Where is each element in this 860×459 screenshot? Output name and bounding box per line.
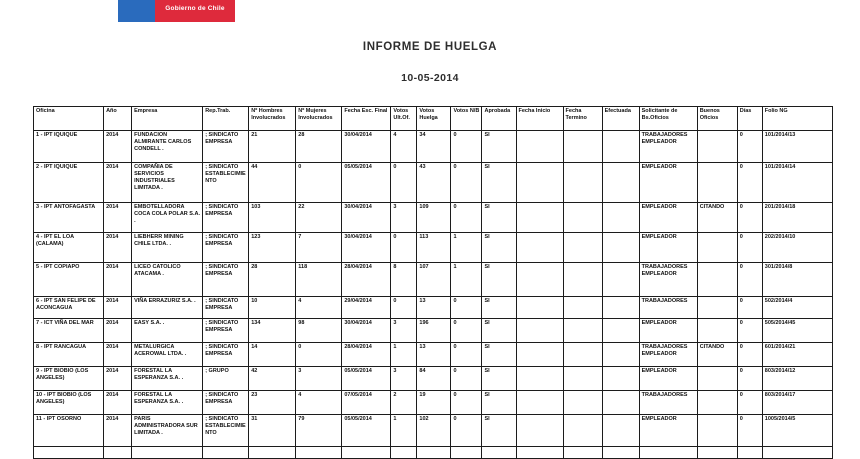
- column-header-5: Nº Mujeres Involucrados: [296, 107, 342, 131]
- table-row: [34, 367, 833, 391]
- table-cell: [602, 319, 639, 343]
- table-cell: EMPLEADOR: [639, 319, 697, 343]
- table-cell: 2014: [104, 203, 132, 233]
- table-cell: 7: [296, 233, 342, 263]
- table-cell: 1: [451, 263, 482, 297]
- logo-flag-red-block: [155, 0, 235, 22]
- column-header-2: Empresa: [132, 107, 203, 131]
- table-cell: 98: [296, 319, 342, 343]
- table-cell: EMBOTELLADORA COCA COLA POLAR S.A. .: [132, 203, 203, 233]
- table-cell: SI: [482, 391, 516, 415]
- table-cell: 31: [249, 415, 296, 447]
- table-cell: 4: [391, 131, 417, 163]
- column-header-0: Oficina: [34, 107, 104, 131]
- table-cell: 22: [296, 203, 342, 233]
- table-cell: [762, 447, 832, 459]
- table-cell: 101/2014/14: [762, 163, 832, 203]
- table-cell: [563, 131, 602, 163]
- table-cell: EASY S.A. .: [132, 319, 203, 343]
- table-cell: [697, 367, 737, 391]
- table-cell: 0: [451, 343, 482, 367]
- table-cell: 1: [391, 415, 417, 447]
- table-cell: 42: [249, 367, 296, 391]
- table-cell: [602, 163, 639, 203]
- logo-flag-blue-block: [118, 0, 155, 22]
- table-cell: [602, 203, 639, 233]
- table-row: [34, 131, 833, 163]
- table-cell: 2014: [104, 263, 132, 297]
- table-cell: 0: [296, 343, 342, 367]
- table-cell: VIÑA ERRAZURIZ S.A. .: [132, 297, 203, 319]
- table-cell: LICEO CATOLICO ATACAMA .: [132, 263, 203, 297]
- table-cell: 30/04/2014: [342, 131, 391, 163]
- table-cell: ; SINDICATO EMPRESA: [203, 203, 249, 233]
- table-cell: 803/2014/17: [762, 391, 832, 415]
- table-cell: 2 - IPT IQUIQUE: [34, 163, 104, 203]
- gobierno-de-chile-logo: [118, 0, 235, 22]
- table-cell: [296, 447, 342, 459]
- table-cell: SI: [482, 297, 516, 319]
- column-header-6: Fecha Esc. Final: [342, 107, 391, 131]
- table-cell: TRABAJADORES: [639, 391, 697, 415]
- table-cell: [602, 297, 639, 319]
- table-cell: 2014: [104, 297, 132, 319]
- table-cell: [563, 233, 602, 263]
- table-cell: 10: [249, 297, 296, 319]
- table-cell: METALURGICA ACEROWAL LTDA. .: [132, 343, 203, 367]
- table-cell: 7 - ICT VIÑA DEL MAR: [34, 319, 104, 343]
- table-row: [34, 163, 833, 203]
- table-cell: 14: [249, 343, 296, 367]
- table-cell: [602, 415, 639, 447]
- table-cell: EMPLEADOR: [639, 203, 697, 233]
- table-cell: SI: [482, 319, 516, 343]
- table-cell: SI: [482, 163, 516, 203]
- table-cell: SI: [482, 131, 516, 163]
- table-row: [34, 263, 833, 297]
- table-cell: CITANDO: [697, 203, 737, 233]
- table-cell: 29/04/2014: [342, 297, 391, 319]
- report-date: 10-05-2014: [401, 72, 459, 84]
- table-cell: [516, 297, 563, 319]
- table-cell: [602, 263, 639, 297]
- table-cell: 9 - IPT BIOBIO (LOS ANGELES): [34, 367, 104, 391]
- table-cell: 13: [417, 343, 451, 367]
- table-cell: 107: [417, 263, 451, 297]
- table-cell: [516, 163, 563, 203]
- table-cell: EMPLEADOR: [639, 233, 697, 263]
- table-cell: 2014: [104, 319, 132, 343]
- table-cell: [391, 447, 417, 459]
- column-header-10: Aprobada: [482, 107, 516, 131]
- table-cell: 28/04/2014: [342, 343, 391, 367]
- table-cell: 0: [737, 343, 762, 367]
- table-cell: SI: [482, 367, 516, 391]
- table-header-row: [34, 107, 833, 131]
- table-cell: TRABAJADORES: [639, 297, 697, 319]
- table-cell: 3 - IPT ANTOFAGASTA: [34, 203, 104, 233]
- table-cell: [516, 391, 563, 415]
- table-cell: FUNDACION ALMIRANTE CARLOS CONDELL .: [132, 131, 203, 163]
- table-cell: 301/2014/8: [762, 263, 832, 297]
- table-row: [34, 343, 833, 367]
- table-cell: 505/2014/45: [762, 319, 832, 343]
- column-header-1: Año: [104, 107, 132, 131]
- table-row: [34, 319, 833, 343]
- table-cell: 44: [249, 163, 296, 203]
- table-cell: 0: [451, 391, 482, 415]
- table-cell: 2014: [104, 415, 132, 447]
- table-cell: [451, 447, 482, 459]
- table-cell: 07/05/2014: [342, 391, 391, 415]
- table-cell: ; SINDICATO EMPRESA: [203, 233, 249, 263]
- table-cell: ; SINDICATO EMPRESA: [203, 297, 249, 319]
- table-cell: 601/2014/21: [762, 343, 832, 367]
- table-cell: 79: [296, 415, 342, 447]
- table-cell: 30/04/2014: [342, 203, 391, 233]
- table-cell: FORESTAL LA ESPERANZA S.A. .: [132, 391, 203, 415]
- table-cell: TRABAJADORES EMPLEADOR: [639, 131, 697, 163]
- table-cell: 134: [249, 319, 296, 343]
- table-cell: [563, 263, 602, 297]
- table-cell: SI: [482, 415, 516, 447]
- table-cell: [697, 319, 737, 343]
- strike-report-table: [33, 106, 833, 459]
- table-cell: [342, 447, 391, 459]
- table-cell: 0: [451, 131, 482, 163]
- table-cell: [516, 447, 563, 459]
- table-cell: ; SINDICATO ESTABLECIMIENTO: [203, 163, 249, 203]
- table-cell: 0: [737, 263, 762, 297]
- table-cell: 109: [417, 203, 451, 233]
- table-cell: COMPAÑIA DE SERVICIOS INDUSTRIALES LIMITADA .: [132, 163, 203, 203]
- table-cell: 0: [737, 203, 762, 233]
- table-cell: [563, 447, 602, 459]
- table-cell: 0: [451, 203, 482, 233]
- table-cell: 103: [249, 203, 296, 233]
- table-cell: 0: [737, 131, 762, 163]
- table-row-partial: [34, 447, 833, 459]
- table-cell: LIEBHERR MINING CHILE LTDA. .: [132, 233, 203, 263]
- table-cell: 118: [296, 263, 342, 297]
- table-cell: 2014: [104, 391, 132, 415]
- table-cell: [249, 447, 296, 459]
- table-cell: 0: [737, 233, 762, 263]
- table-row: [34, 415, 833, 447]
- table-cell: ; SINDICATO EMPRESA: [203, 391, 249, 415]
- table-cell: [516, 263, 563, 297]
- table-cell: [482, 447, 516, 459]
- table-cell: 201/2014/18: [762, 203, 832, 233]
- column-header-12: Fecha Termino: [563, 107, 602, 131]
- table-cell: 0: [451, 297, 482, 319]
- table-cell: 2014: [104, 367, 132, 391]
- table-cell: [516, 131, 563, 163]
- table-cell: [34, 447, 104, 459]
- table-cell: 28: [296, 131, 342, 163]
- table-cell: 123: [249, 233, 296, 263]
- table-cell: [697, 163, 737, 203]
- table-cell: [417, 447, 451, 459]
- table-cell: [639, 447, 697, 459]
- table-row: [34, 391, 833, 415]
- table-cell: [697, 263, 737, 297]
- table-cell: 28: [249, 263, 296, 297]
- table-cell: 113: [417, 233, 451, 263]
- table-cell: [563, 343, 602, 367]
- table-cell: [516, 233, 563, 263]
- table-cell: [516, 203, 563, 233]
- table-cell: 0: [391, 233, 417, 263]
- column-header-15: Buenos Oficios: [697, 107, 737, 131]
- table-cell: TRABAJADORES EMPLEADOR: [639, 343, 697, 367]
- table-cell: ; SINDICATO EMPRESA: [203, 319, 249, 343]
- table-cell: 0: [451, 163, 482, 203]
- table-cell: [563, 367, 602, 391]
- table-cell: 202/2014/10: [762, 233, 832, 263]
- table-cell: [602, 447, 639, 459]
- table-cell: [697, 297, 737, 319]
- table-cell: 34: [417, 131, 451, 163]
- table-cell: [602, 391, 639, 415]
- table-cell: 0: [391, 297, 417, 319]
- table-cell: ; SINDICATO ESTABLECIMIENTO: [203, 415, 249, 447]
- column-header-16: Días: [737, 107, 762, 131]
- table-cell: 2014: [104, 131, 132, 163]
- table-cell: 30/04/2014: [342, 233, 391, 263]
- table-cell: 05/05/2014: [342, 415, 391, 447]
- table-cell: 0: [451, 415, 482, 447]
- logo-text: Gobierno de Chile: [165, 5, 225, 12]
- table-cell: 19: [417, 391, 451, 415]
- table-cell: 8 - IPT RANCAGUA: [34, 343, 104, 367]
- table-cell: 10 - IPT BIOBIO (LOS ANGELES): [34, 391, 104, 415]
- table-cell: [516, 415, 563, 447]
- table-cell: CITANDO: [697, 343, 737, 367]
- table-cell: PARIS ADMINISTRADORA SUR LIMITADA .: [132, 415, 203, 447]
- table-cell: 43: [417, 163, 451, 203]
- column-header-13: Efectuada: [602, 107, 639, 131]
- table-cell: [697, 391, 737, 415]
- table-cell: [697, 447, 737, 459]
- table-cell: 196: [417, 319, 451, 343]
- table-cell: 1 - IPT IQUIQUE: [34, 131, 104, 163]
- table-cell: 0: [296, 163, 342, 203]
- table-cell: 2: [391, 391, 417, 415]
- table-cell: 0: [737, 391, 762, 415]
- table-cell: 1: [451, 233, 482, 263]
- table-cell: [563, 319, 602, 343]
- table-cell: 05/05/2014: [342, 367, 391, 391]
- table-cell: EMPLEADOR: [639, 163, 697, 203]
- table-cell: 11 - IPT OSORNO: [34, 415, 104, 447]
- table-cell: [516, 319, 563, 343]
- table-cell: EMPLEADOR: [639, 415, 697, 447]
- table-cell: SI: [482, 263, 516, 297]
- column-header-3: Rep.Trab.: [203, 107, 249, 131]
- table-cell: ; SINDICATO EMPRESA: [203, 343, 249, 367]
- table-cell: 30/04/2014: [342, 319, 391, 343]
- table-cell: 28/04/2014: [342, 263, 391, 297]
- table-cell: SI: [482, 343, 516, 367]
- table-row: [34, 203, 833, 233]
- table-cell: [602, 131, 639, 163]
- table-cell: [516, 343, 563, 367]
- table-cell: [697, 233, 737, 263]
- table-cell: 0: [737, 415, 762, 447]
- table-cell: 0: [451, 319, 482, 343]
- table-cell: 803/2014/12: [762, 367, 832, 391]
- table-cell: [563, 415, 602, 447]
- table-cell: 102: [417, 415, 451, 447]
- table-cell: 4: [296, 297, 342, 319]
- table-cell: 5 - IPT COPIAPO: [34, 263, 104, 297]
- table-cell: 2014: [104, 163, 132, 203]
- table-cell: 4 - IPT EL LOA (CALAMA): [34, 233, 104, 263]
- table-cell: 0: [737, 297, 762, 319]
- table-cell: [602, 233, 639, 263]
- report-title: INFORME DE HUELGA: [362, 41, 498, 53]
- table-cell: 1: [391, 343, 417, 367]
- table-cell: [132, 447, 203, 459]
- table-cell: 23: [249, 391, 296, 415]
- table-cell: [563, 391, 602, 415]
- table-cell: 3: [296, 367, 342, 391]
- table-cell: [203, 447, 249, 459]
- table-body: [34, 131, 833, 459]
- table-cell: TRABAJADORES EMPLEADOR: [639, 263, 697, 297]
- table-cell: [104, 447, 132, 459]
- table-cell: 2014: [104, 233, 132, 263]
- column-header-4: Nº Hombres Involucrados: [249, 107, 296, 131]
- table-cell: 2014: [104, 343, 132, 367]
- table-cell: 6 - IPT SAN FELIPE DE ACONCAGUA: [34, 297, 104, 319]
- column-header-7: Votos Ult.Of.: [391, 107, 417, 131]
- table-cell: ; SINDICATO EMPRESA: [203, 263, 249, 297]
- table-cell: 05/05/2014: [342, 163, 391, 203]
- column-header-9: Votos N/B: [451, 107, 482, 131]
- table-cell: ; GRUPO: [203, 367, 249, 391]
- table-cell: 4: [296, 391, 342, 415]
- column-header-14: Solicitante de Bs.Oficios: [639, 107, 697, 131]
- table-cell: 502/2014/4: [762, 297, 832, 319]
- table-cell: ; SINDICATO EMPRESA: [203, 131, 249, 163]
- table-cell: 0: [391, 163, 417, 203]
- table-cell: [516, 367, 563, 391]
- table-cell: [697, 415, 737, 447]
- table-cell: [602, 343, 639, 367]
- table-row: [34, 297, 833, 319]
- table-row: [34, 233, 833, 263]
- table-cell: [602, 367, 639, 391]
- table-cell: 13: [417, 297, 451, 319]
- table-cell: SI: [482, 233, 516, 263]
- table-cell: 1005/2014/5: [762, 415, 832, 447]
- table-cell: 0: [451, 367, 482, 391]
- table-cell: 0: [737, 367, 762, 391]
- table-cell: 8: [391, 263, 417, 297]
- table-cell: [737, 447, 762, 459]
- table-cell: FORESTAL LA ESPERANZA S.A. .: [132, 367, 203, 391]
- table-cell: [563, 163, 602, 203]
- table-cell: SI: [482, 203, 516, 233]
- column-header-8: Votos Huelga: [417, 107, 451, 131]
- table-cell: 0: [737, 163, 762, 203]
- table-cell: 3: [391, 203, 417, 233]
- column-header-11: Fecha Inicio: [516, 107, 563, 131]
- table-cell: 101/2014/13: [762, 131, 832, 163]
- table-cell: 0: [737, 319, 762, 343]
- table-cell: 3: [391, 367, 417, 391]
- table-cell: EMPLEADOR: [639, 367, 697, 391]
- table-cell: [563, 297, 602, 319]
- table-cell: 3: [391, 319, 417, 343]
- column-header-17: Folio NG: [762, 107, 832, 131]
- table-cell: [563, 203, 602, 233]
- table-cell: [697, 131, 737, 163]
- table-cell: 84: [417, 367, 451, 391]
- table-cell: 21: [249, 131, 296, 163]
